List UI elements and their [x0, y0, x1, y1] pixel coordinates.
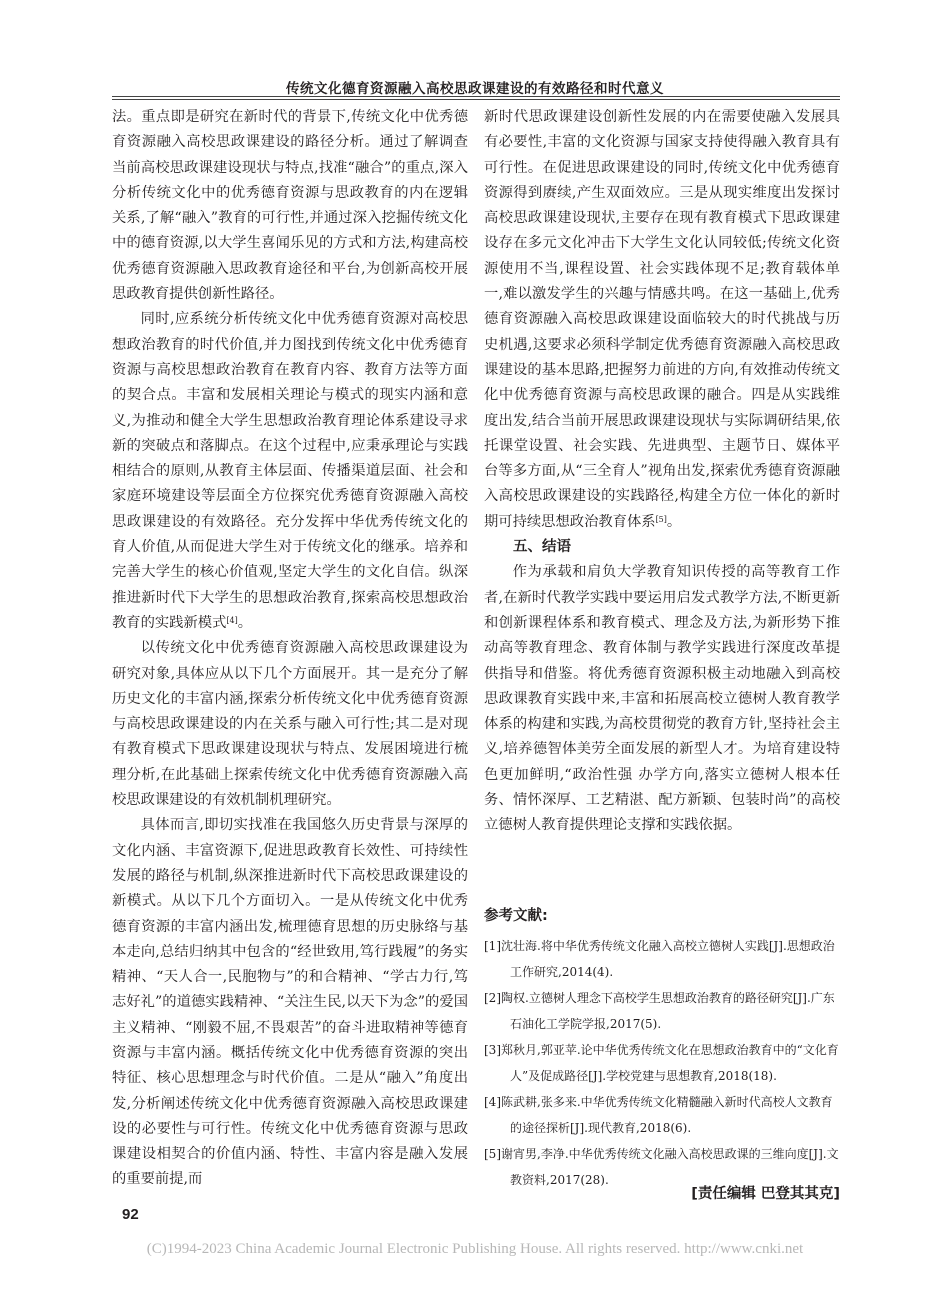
- body-paragraph: 同时,应系统分析传统文化中优秀德育资源对高校思想政治教育的时代价值,并力图找到传统文化中优秀德育资源与高校思想政治教育在教育内容、教育方法等方面的契合点。丰富和发展相关理论与模式的现实内涵和意义,为推动和健全大学生思想政治教育理论体系建设寻求新的突破点和落脚点。在这个过程中,应秉承理论与实践相结合的原则,从教育主体层面、传播渠道层面、社会和家庭环境建设等层面全方位探究优秀德育资源融入高校思政课建设的有效路径。充分发挥中华优秀传统文化的育人价值,从而促进大学生对于传统文化的继承。培养和完善大学生的核心价值观,坚定大学生的文化自信。纵深推进新时代下大学生的思想政治教育,探索高校思想政治教育的实践新模式[4]。: [112, 311, 468, 631]
- right-column: [484, 105, 840, 839]
- references-list: [484, 933, 840, 1193]
- reference-item: [3]郑秋月,郭亚苹.论中华优秀传统文化在思想政治教育中的“文化育人”及促成路径[J].学校党建与思想教育,2018(18).: [484, 1043, 839, 1083]
- references-title: 参考文献:: [484, 908, 548, 924]
- header-rule-bottom: [112, 99, 840, 100]
- citation-marker[interactable]: [5]: [655, 514, 667, 524]
- body-paragraph: 具体而言,即切实找准在我国悠久历史背景与深厚的文化内涵、丰富资源下,促进思政教育长效性、可持续性发展的路径与机制,纵深推进新时代下高校思政课建设的新模式。从以下几个方面切入。一是从传统文化中优秀德育资源的丰富内涵出发,梳理德育思想的历史脉络与基本走向,总结归纳其中包含的“经世致用,笃行践履”的务实精神、“天人合一,民胞物与”的和合精神、“学古力行,笃志好礼”的道德实践精神、“关注生民,以天下为念”的爱国主义精神、“刚毅不屈,不畏艰苦”的奋斗进取精神等德育资源与丰富内涵。概括传统文化中优秀德育资源的突出特征、核心思想理念与时代价值。二是从“融入”角度出发,分析阐述传统文化中优秀德育资源融入高校思政课建设的必要性与可行性。传统文化中优秀德育资源与思政课建设相契合的价值内涵、特性、丰富内容是融入发展的重要前提,而: [112, 817, 468, 1188]
- reference-item: [1]沈壮海.将中华优秀传统文化融入高校立德树人实践[J].思想政治工作研究,2014(4).: [484, 939, 835, 979]
- reference-item: [5]谢宵男,李净.中华优秀传统文化融入高校思政课的三维向度[J].文教资料,2017(28).: [484, 1147, 839, 1187]
- running-header-title: 传统文化德育资源融入高校思政课建设的有效路径和时代意义: [286, 81, 664, 97]
- citation-marker[interactable]: [4]: [226, 615, 238, 625]
- header-rule-top: [112, 96, 840, 97]
- section-heading-conclusion: 五、结语: [513, 539, 571, 556]
- body-paragraph: 以传统文化中优秀德育资源融入高校思政课建设为研究对象,具体应从以下几个方面展开。其一是充分了解历史文化的丰富内涵,探索分析传统文化中优秀德育资源与高校思政课建设的内在关系与融入可行性;其二是对现有教育模式下思政课建设现状与特点、发展困境进行梳理分析,在此基础上探索传统文化中优秀德育资源融入高校思政课建设的有效机制机理研究。: [112, 640, 468, 809]
- page-number: 92: [122, 1206, 139, 1223]
- responsible-editor: [责任编辑 巴登其其克]: [691, 1186, 840, 1202]
- left-column: [112, 105, 468, 1193]
- paragraph-text: 同时,应系统分析传统文化中优秀德育资源对高校思想政治教育的时代价值,并力图找到传统文化中优秀德育资源与高校思想政治教育在教育内容、教育方法等方面的契合点。丰富和发展相关理论与模式的现实内涵和意义,为推动和健全大学生思想政治教育理论体系建设寻求新的突破点和落脚点。在这个过程中,应秉承理论与实践相结合的原则,从教育主体层面、传播渠道层面、社会和家庭环境建设等层面全方位探究优秀德育资源融入高校思政课建设的有效路径。充分发挥中华优秀传统文化的育人价值,从而促进大学生对于传统文化的继承。培养和完善大学生的核心价值观,坚定大学生的文化自信。纵深推进新时代下大学生的思想政治教育,探索高校思想政治教育的实践新模式: [112, 311, 468, 631]
- references-section: [484, 905, 840, 1193]
- paragraph-text: 新时代思政课建设创新性发展的内在需要使融入发展具有必要性,丰富的文化资源与国家支持使得融入教育具有可行性。在促进思政课建设的同时,传统文化中优秀德育资源得到赓续,产生双面效应。三是从现实维度出发探讨高校思政课建设现状,主要存在现有教育模式下思政课建设存在多元文化冲击下大学生文化认同较低;传统文化资源使用不当,课程设置、社会实践体现不足;教育载体单一,难以激发学生的兴趣与情感共鸣。在这一基础上,优秀德育资源融入高校思政课建设面临较大的时代挑战与历史机遇,这要求必须科学制定优秀德育资源融入高校思政课建设的基本思路,把握努力前进的方向,有效推动传统文化中优秀德育资源与高校思政课的融合。四是从实践维度出发,结合当前开展思政课建设现状与实际调研结果,依托课堂设置、社会实践、先进典型、主题节日、媒体平台等多方面,从“三全育人”视角出发,探索优秀德育资源融入高校思政课建设的实践路径,构建全方位一体化的新时期可持续思想政治教育体系: [484, 109, 840, 530]
- reference-item: [4]陈武耕,张多来.中华优秀传统文化精髓融入新时代高校人文教育的途径探析[J].现代教育,2018(6).: [484, 1095, 833, 1135]
- reference-item: [2]陶权.立德树人理念下高校学生思想政治教育的路径研究[J].广东石油化工学院学报,2017(5).: [484, 991, 835, 1031]
- body-paragraph: 作为承载和肩负大学教育知识传授的高等教育工作者,在新时代教学实践中要运用启发式教学方法,不断更新和创新课程体系和教育模式、理念及方法,为新形势下推动高等教育理念、教育体制与教学实践进行深度改革提供指导和借鉴。将优秀德育资源积极主动地融入到高校思政课教育实践中来,丰富和拓展高校立德树人教育教学体系的构建和实践,为高校贯彻党的教育方针,坚持社会主义,培养德智体美劳全面发展的新型人才。为培育建设特色更加鲜明,“政治性强 办学方向,落实立德树人根本任务、情怀深厚、工艺精湛、配方新颖、包装时尚”的高校立德树人教育提供理论支撑和实践依据。: [484, 564, 840, 834]
- copyright-watermark: (C)1994-2023 China Academic Journal Electronic Publishing House. All rights reserved. http://www.cnki.net: [146, 1241, 804, 1257]
- body-paragraph: 新时代思政课建设创新性发展的内在需要使融入发展具有必要性,丰富的文化资源与国家支持使得融入教育具有可行性。在促进思政课建设的同时,传统文化中优秀德育资源得到赓续,产生双面效应。三是从现实维度出发探讨高校思政课建设现状,主要存在现有教育模式下思政课建设存在多元文化冲击下大学生文化认同较低;传统文化资源使用不当,课程设置、社会实践体现不足;教育载体单一,难以激发学生的兴趣与情感共鸣。在这一基础上,优秀德育资源融入高校思政课建设面临较大的时代挑战与历史机遇,这要求必须科学制定优秀德育资源融入高校思政课建设的基本思路,把握努力前进的方向,有效推动传统文化中优秀德育资源与高校思政课的融合。四是从实践维度出发,结合当前开展思政课建设现状与实际调研结果,依托课堂设置、社会实践、先进典型、主题节日、媒体平台等多方面,从“三全育人”视角出发,探索优秀德育资源融入高校思政课建设的实践路径,构建全方位一体化的新时期可持续思想政治教育体系[5]。: [484, 109, 840, 530]
- body-paragraph: 法。重点即是研究在新时代的背景下,传统文化中优秀德育资源融入高校思政课建设的路径分析。通过了解调查当前高校思政课建设现状与特点,找准“融合”的重点,深入分析传统文化中的优秀德育资源与思政教育的内在逻辑关系,了解“融入”教育的可行性,并通过深入挖掘传统文化中的德育资源,以大学生喜闻乐见的方式和方法,构建高校优秀德育资源融入思政教育途径和平台,为创新高校开展思政教育提供创新性路径。: [112, 109, 468, 303]
